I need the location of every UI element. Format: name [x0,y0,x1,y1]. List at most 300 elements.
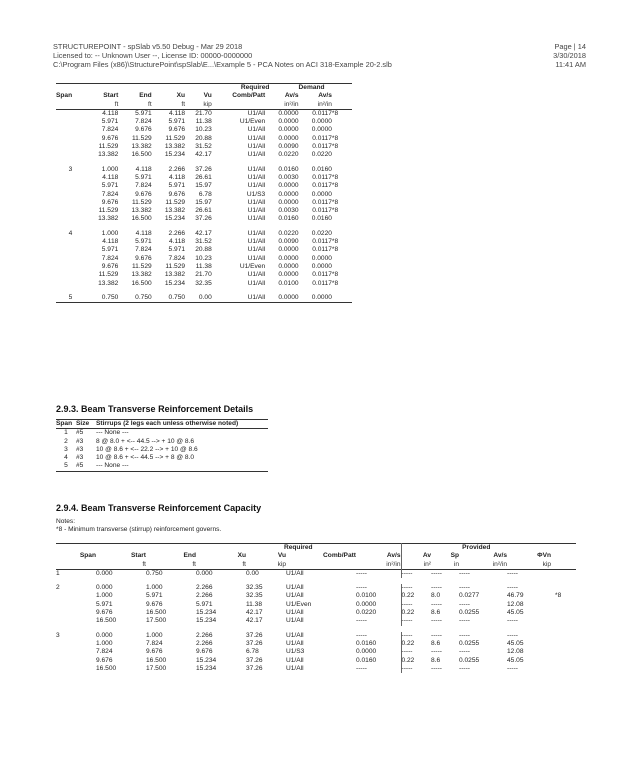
table-cell: 9.676 [146,648,163,656]
table-row [56,446,268,454]
table-cell: U1/Even [239,262,266,270]
table-cell: 10 @ 8.6 + <-- 22.2 --> + 10 @ 8.6 [96,445,198,453]
table-cell [551,609,576,617]
table-cell: U1/All [286,609,304,617]
t3-unit [56,561,96,570]
table-cell: ----- [401,584,413,592]
t3-unit: in² [423,560,431,568]
table-row [56,438,268,446]
table-cell [332,215,352,223]
table-cell: ----- [459,617,470,625]
table-cell [551,665,576,673]
t3-col-prov-avs: Av/s [493,552,507,560]
table-cell: 15.234 [196,664,217,672]
table-cell: 5 [68,293,73,301]
table-cell: 0.750 [135,293,152,301]
t1-unit: in²/in [317,100,332,108]
table-cell: 0.000 [96,631,113,639]
table-cell: 9.676 [146,600,163,608]
t3-unit: in²/in [492,560,507,568]
t1-unit: in²/in [284,100,299,108]
table-row [56,429,268,438]
table-row [56,238,352,246]
table-row [56,126,352,134]
table-cell: 11.529 [98,207,119,215]
table-cell: 4.118 [169,173,186,181]
table-cell [332,126,352,134]
table-cell [56,246,85,254]
table-cell: 7.824 [135,118,152,126]
table-cell: #3 [76,437,84,445]
table-cell [56,182,85,190]
table-cell: 15.234 [196,617,217,625]
table-cell: 1.000 [101,165,119,173]
table-cell: ----- [401,600,413,608]
table-cell: 20.88 [195,134,212,142]
table-cell: 0.0000 [278,134,299,142]
table-row [56,263,352,271]
table-cell: 11.529 [165,262,186,270]
table-cell [56,109,85,118]
table-row [56,191,352,199]
table-row [56,166,352,174]
table-cell: U1/All [247,279,266,287]
t3-unit: ft [242,560,246,568]
table-cell: 16.500 [146,609,167,617]
table-cell: 0.0220 [311,151,332,159]
table-cell: 17.500 [146,617,167,625]
table-cell: 4 [64,454,68,462]
table-cell: 0.0000 [278,246,299,254]
table-cell: ----- [507,664,518,672]
table-cell: 0.0160 [311,215,332,223]
table-cell: U1/All [247,246,266,254]
table-row [56,182,352,190]
table-cell [332,255,352,263]
table-cell: 5.971 [135,173,152,181]
table-cell [332,294,352,303]
table-cell: *8 [331,246,339,254]
t1-unit [212,101,265,110]
table-row [56,657,576,665]
table-cell: 31.52 [195,238,212,246]
table-cell: 37.26 [246,664,263,672]
table-cell: 0.000 [96,569,113,577]
table-cell: U1/All [247,134,266,142]
table-cell: U1/All [286,631,304,639]
table-cell: 12.08 [507,600,524,608]
table-cell: 5.971 [146,592,163,600]
reinforcement-capacity-table [56,543,576,673]
table-cell: 11.529 [165,198,186,206]
table-cell: ----- [507,584,518,592]
table-cell: 42.17 [246,617,263,625]
table-cell: 5.971 [135,109,152,117]
table-cell: 26.61 [195,207,212,215]
t3-unit [286,561,356,570]
table-cell: U1/All [286,569,304,577]
header-page-number: Page | 14 [554,42,586,51]
table-cell: 0.0000 [278,118,299,126]
table-cell: ----- [431,584,442,592]
table-cell [56,640,96,648]
table-cell: 0.0160 [311,165,332,173]
table-row [56,632,576,640]
table-row [56,215,352,223]
table-cell: 15.234 [196,609,217,617]
table-cell: 0.0000 [278,109,299,117]
table-cell: ----- [459,584,470,592]
table-cell: *8 [331,109,339,117]
header-filepath: C:\Program Files (x86)\StructurePoint\spSlab\E...\Example 5 - PCA Notes on ACI 318-Example 20-2.slb [53,60,392,69]
t3-unit: kip [542,560,551,568]
table-cell: 0.0000 [278,293,299,301]
table-cell: 0.0277 [459,592,480,600]
table-cell: 0.0220 [311,229,332,237]
table-cell: ----- [401,631,413,639]
header-program: STRUCTUREPOINT - spSlab v5.50 Debug - Mar 29 2018 [53,42,243,51]
table-cell [551,632,576,640]
table-cell [56,215,85,223]
table-cell: 37.26 [195,165,212,173]
table-cell: U1/All [247,229,266,237]
table-cell [56,118,85,126]
table-cell: 2.266 [168,165,186,173]
table-cell: 21.70 [195,271,212,279]
table-cell: 0.750 [101,293,119,301]
table-cell: U1/Even [286,600,312,608]
table-cell: 1.000 [96,639,113,647]
table-row [56,617,576,625]
table-cell: 8.6 [431,609,441,617]
table-cell: 4 [68,229,73,237]
table-cell: 32.35 [246,592,263,600]
table-cell: 1.000 [146,631,163,639]
table-cell: 10.23 [195,254,212,262]
table-row [56,462,268,471]
t3-group-required: Required [196,544,401,553]
table-cell: 2.266 [196,631,213,639]
table-cell: 0.0117 [312,246,332,254]
table-cell: 0.00 [246,569,259,577]
t2-col-size: Size [76,420,90,427]
notes [56,518,221,534]
table-cell: #5 [76,462,84,470]
t2-col-span: Span [56,420,73,427]
table-row [56,271,352,279]
table-cell: 0.000 [196,569,213,577]
table-cell: 16.500 [131,151,152,159]
table-cell: 5.971 [168,246,186,254]
table-cell: 0.22 [401,639,415,647]
table-cell: 0.0000 [311,126,332,134]
table-cell: 0.0000 [311,190,332,198]
table-cell: U1/All [247,143,266,151]
table-cell [332,191,352,199]
table-cell: 0.000 [96,584,113,592]
table-cell [332,118,352,126]
table-cell: 0.0117 [312,279,332,287]
table-cell: U1/All [247,151,266,159]
table-cell [56,143,85,151]
table-cell: 9.676 [96,609,113,617]
table-cell: #5 [76,429,84,437]
table-cell: 0.0255 [459,656,480,664]
table-cell: 8.0 [431,592,441,600]
table-cell: *8 [331,182,339,190]
table-cell: 5.971 [168,182,186,190]
table-cell: ----- [507,569,518,577]
table-cell: 20.88 [195,246,212,254]
t1-unit: ft [181,100,186,108]
table-cell: 1.000 [96,592,113,600]
table-cell: 0.0117 [312,173,332,181]
table-cell: 11.529 [98,143,119,151]
table-cell: U1/All [247,165,266,173]
t1-col-dem-avs: Av/s [318,92,332,100]
table-cell: --- None --- [96,429,129,437]
table-cell: U1/S3 [286,648,305,656]
table-cell: 13.382 [131,271,152,279]
section-title-capacity: 2.9.4. Beam Transverse Reinforcement Capacity [56,503,262,513]
table-cell [56,207,85,215]
table-cell: 10 @ 8.6 + <-- 44.5 --> + 8 @ 8.0 [96,454,195,462]
table-cell: 9.676 [101,198,119,206]
table-cell [56,592,96,600]
table-cell: 7.824 [135,246,152,254]
table-cell: 37.26 [246,656,263,664]
table-row [56,246,352,254]
table-cell: 7.824 [146,639,163,647]
table-cell: 37.26 [195,215,212,223]
table-cell: 32.35 [246,584,263,592]
table-cell: 9.676 [168,126,186,134]
table-cell [56,238,85,246]
table-cell [551,648,576,656]
table-cell: 42.17 [195,229,212,237]
table-cell: U1/All [286,639,304,647]
table-cell: 0.0160 [278,165,299,173]
table-cell: 16.500 [131,279,152,287]
table-cell: U1/All [286,656,304,664]
table-row [56,569,576,578]
table-cell [56,648,96,656]
table-cell: #3 [76,445,84,453]
table-cell: 5.971 [101,182,119,190]
table-cell: U1/All [247,207,266,215]
t2-col-stirrups: Stirrups (2 legs each unless otherwise noted) [96,420,239,427]
table-cell: 0.0160 [356,657,401,665]
table-cell: 15.234 [164,151,186,159]
required-reinforcement-table [56,83,352,303]
table-cell: *8 [331,134,339,142]
table-cell: 11.529 [98,271,119,279]
table-cell: 0.0117 [312,134,332,142]
table-cell [332,230,352,238]
t3-col-sp: Sp [450,552,459,560]
table-cell: 0.0100 [356,592,401,600]
table-cell: 45.05 [507,656,524,664]
table-cell: U1/All [247,173,266,181]
table-cell [56,126,85,134]
table-row [56,199,352,207]
table-cell [551,640,576,648]
table-cell: ----- [356,584,401,592]
table-cell: ----- [459,648,470,656]
table-cell: 4.118 [102,238,119,246]
note-minimum-stirrups: *8 - Minimum transverse (stirrup) reinforcement governs. [56,526,222,533]
table-cell [56,135,85,143]
table-cell: 8.6 [431,656,441,664]
table-cell [332,166,352,174]
table-cell: 1.000 [101,229,119,237]
table-row [56,584,576,592]
table-cell: --- None --- [96,462,129,470]
t3-unit: in²/in [356,561,401,570]
table-cell: ----- [356,632,401,640]
table-cell: 0.0117 [312,143,332,151]
table-cell: U1/All [247,198,266,206]
table-cell: 5 [64,462,68,470]
t3-unit: ft [192,560,196,568]
table-cell: U1/All [247,271,266,279]
table-cell: 0.00 [198,293,212,301]
t1-col-vu: Vu [203,92,212,100]
t1-unit: ft [114,100,119,108]
table-cell: 16.500 [131,215,152,223]
table-cell: 7.824 [135,182,152,190]
table-cell [56,609,96,617]
table-cell: 0.750 [168,293,186,301]
header-date: 3/30/2018 [553,51,586,60]
table-cell: 0.0000 [278,182,299,190]
table-cell: 9.676 [168,190,186,198]
table-cell: ----- [507,617,518,625]
t3-col-span: Span [79,552,96,560]
table-cell [551,657,576,665]
table-row [56,230,352,238]
t3-group-provided: Provided [462,544,491,551]
table-cell: 0.0220 [278,229,299,237]
table-cell: 16.500 [146,656,167,664]
table-cell: 11.529 [165,134,186,142]
table-cell: 31.52 [195,143,212,151]
table-cell: ----- [431,664,442,672]
table-cell: 0.0117 [312,238,332,246]
table-cell: 0.0000 [278,262,299,270]
table-cell: 1 [56,569,60,577]
table-row [56,294,352,303]
table-cell: U1/All [247,126,266,134]
table-cell: 4.118 [102,173,119,181]
table-cell: 9.676 [135,190,152,198]
table-cell: 11.38 [246,600,263,608]
table-cell: 16.500 [96,664,117,672]
table-cell: U1/All [286,584,304,592]
table-cell: 15.234 [164,215,186,223]
table-cell: 2 [56,584,60,592]
table-cell: 5.971 [101,246,119,254]
table-row [56,601,576,609]
table-cell: 45.05 [507,609,524,617]
table-cell [551,617,576,625]
table-row [56,592,576,600]
table-cell: 0.22 [401,592,415,600]
table-cell: 5.971 [168,118,186,126]
table-cell: 11.529 [131,262,152,270]
table-cell: 5.971 [135,238,152,246]
table-cell: ----- [459,569,470,577]
t1-col-comb: Comb/Patt [232,92,266,100]
table-cell: 7.824 [101,126,119,134]
table-cell: 0.0000 [278,126,299,134]
t3-col-xu: Xu [237,552,246,560]
table-cell: 0.0000 [278,198,299,206]
table-cell: 11.529 [131,198,152,206]
table-cell: 13.382 [131,143,152,151]
table-cell: ----- [431,600,442,608]
t1-col-start: Start [103,92,119,100]
table-cell: ----- [431,631,442,639]
table-cell: 0.0255 [459,609,480,617]
table-cell [56,601,96,609]
table-cell: 9.676 [135,126,152,134]
table-cell: 11.38 [195,262,212,270]
t1-group-demand: Demand [298,84,325,91]
table-cell: 37.26 [246,631,263,639]
table-cell [56,191,85,199]
table-cell: 17.500 [146,664,167,672]
table-cell: *8 [331,279,339,287]
table-cell [56,280,85,288]
table-cell: 0.0117 [312,198,332,206]
table-cell: 1.000 [146,584,163,592]
table-cell: 2.266 [196,584,213,592]
table-cell: 21.70 [195,109,212,117]
table-cell: #3 [76,454,84,462]
table-cell: 0.0090 [278,238,299,246]
table-cell: U1/All [247,293,266,301]
table-cell: 0.0255 [459,639,480,647]
table-cell: 0.0117 [312,182,332,190]
table-cell [56,271,85,279]
table-cell [551,569,576,578]
table-cell: ----- [459,600,470,608]
table-cell: 2 [64,437,68,445]
table-cell: 2.266 [196,639,213,647]
table-cell: *8 [331,198,339,206]
table-cell: 0.0100 [278,279,299,287]
table-cell: *8 [331,173,339,181]
t1-col-end: End [139,92,152,100]
table-cell: U1/All [247,254,266,262]
table-cell [56,665,96,673]
table-cell: 8 @ 8.0 + <-- 44.5 --> + 10 @ 8.6 [96,437,195,445]
table-cell [332,151,352,159]
table-cell: 15.97 [195,182,212,190]
table-cell: ----- [401,569,413,577]
t3-col-phivn: ΦVn [537,552,551,560]
table-cell: 13.382 [164,207,186,215]
table-row [56,118,352,126]
table-cell: 12.08 [507,648,524,656]
table-cell: 0.0117 [312,271,332,279]
t3-unit: ft [142,560,146,568]
t1-unit: kip [203,100,212,108]
t1-col-req-avs: Av/s [284,92,299,100]
table-cell: 13.382 [98,279,119,287]
table-cell: U1/All [247,215,266,223]
